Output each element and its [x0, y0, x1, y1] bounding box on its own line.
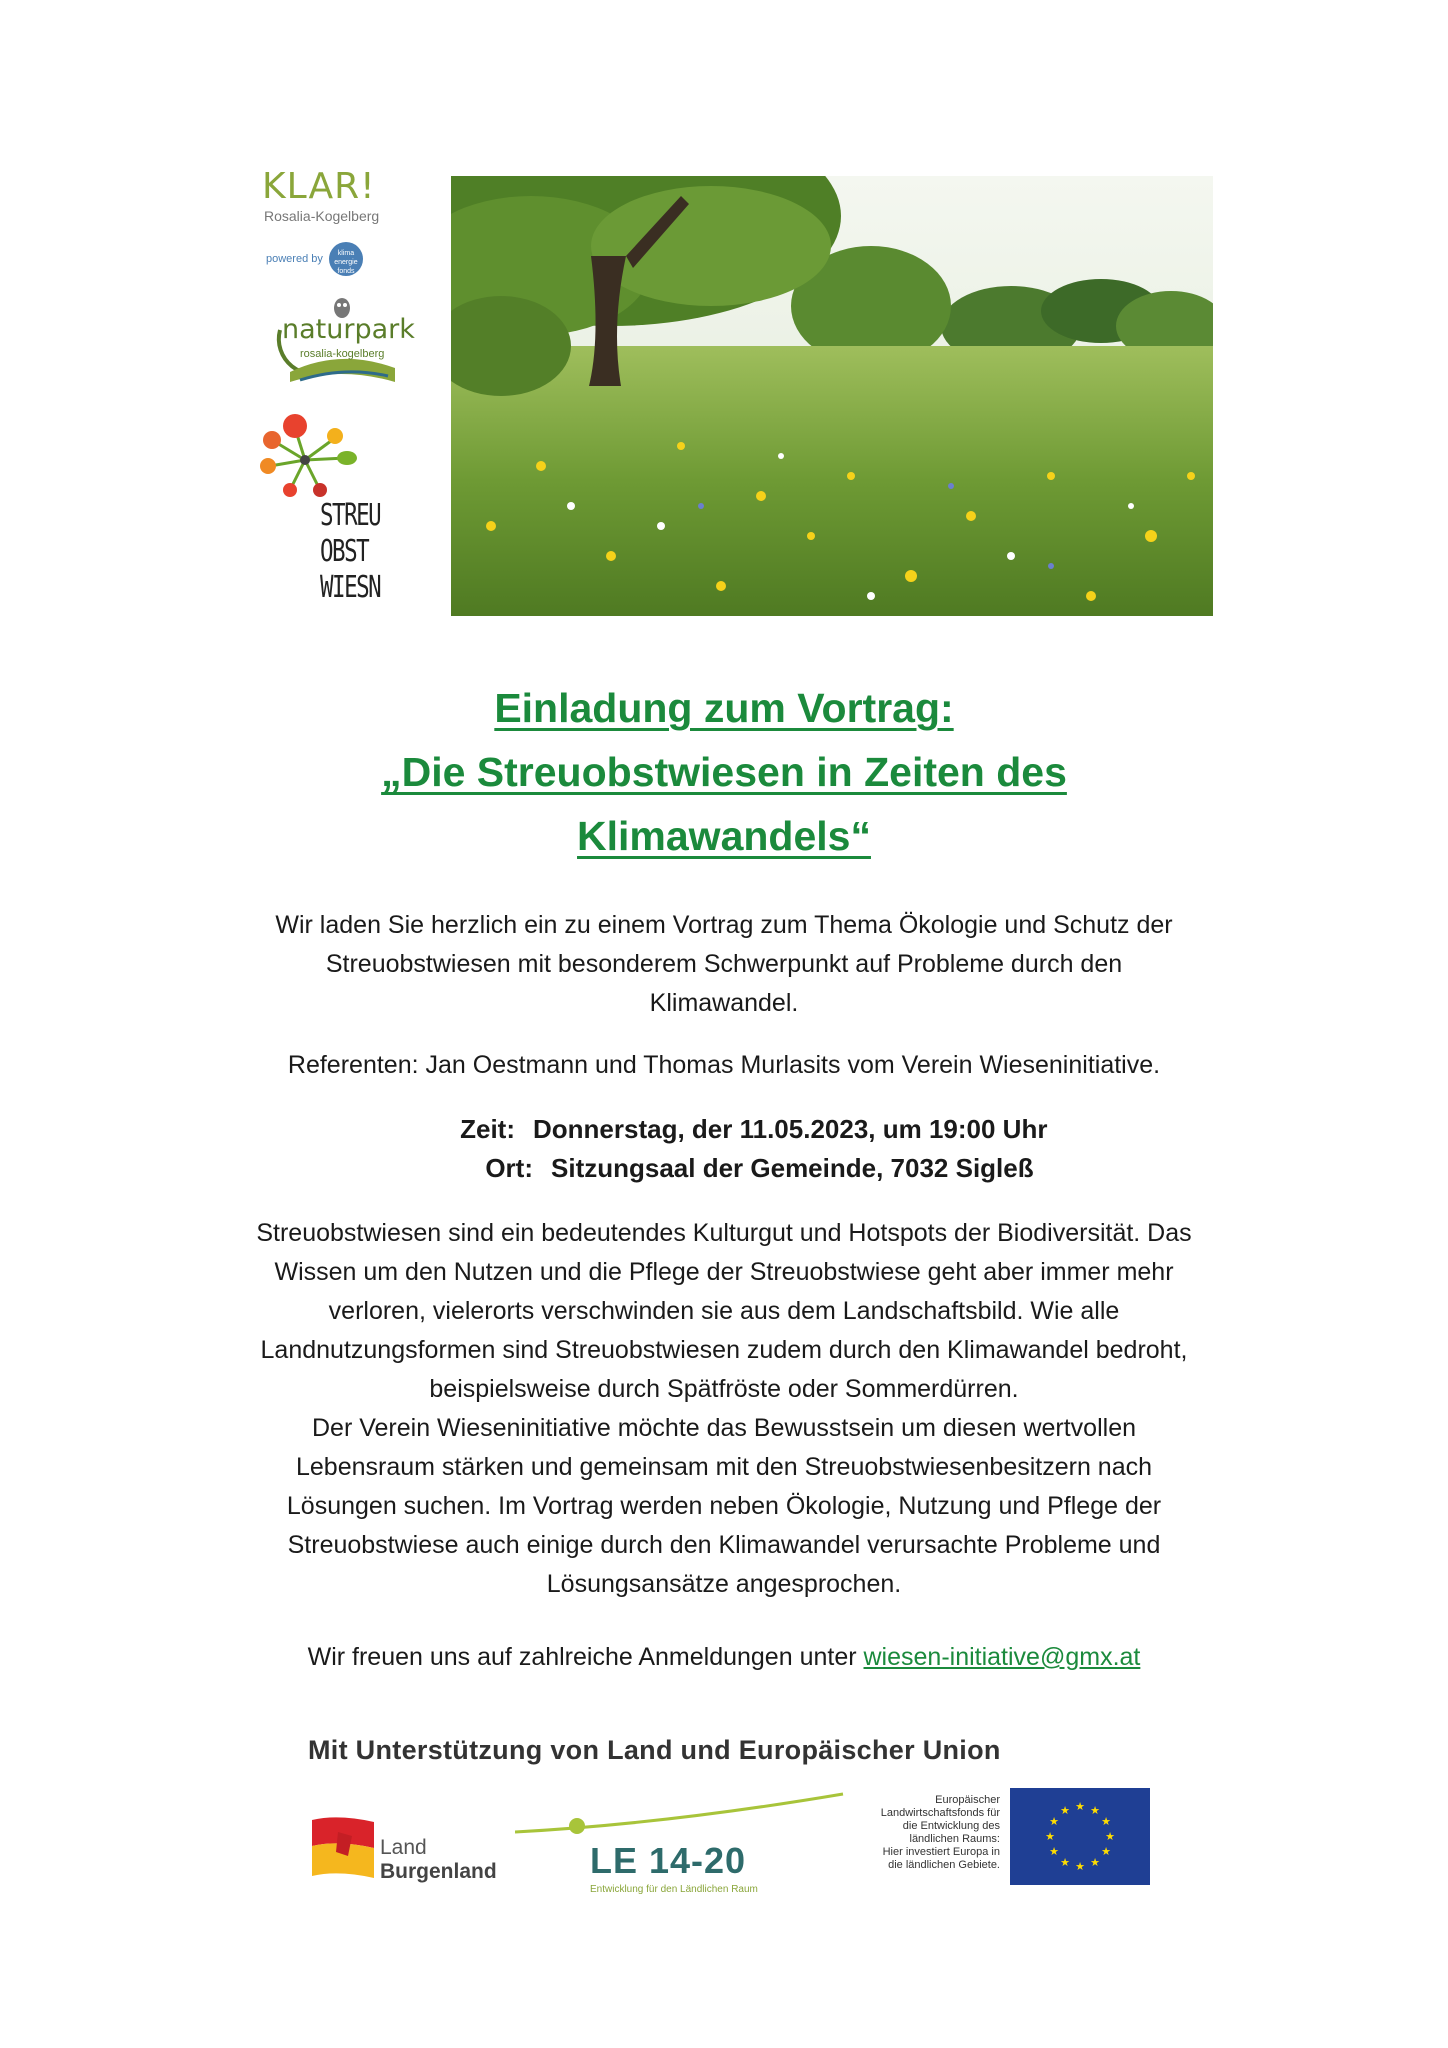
eu-star: ★ — [1060, 1805, 1070, 1817]
klar-logo-title: KLAR! — [262, 166, 376, 207]
body-line: Streuobstwiese auch einige durch den Klimawandel verursachte Probleme und — [287, 1531, 1161, 1559]
invitation-heading — [200, 676, 1248, 868]
intro-line: Klimawandel. — [649, 989, 799, 1017]
streu-word-3: WIESN — [320, 570, 381, 605]
location-value: Sitzungsaal der Gemeinde, 7032 Sigleß — [551, 1153, 1034, 1183]
body-line: beispielsweise durch Spätfröste oder Sommerdürren. — [429, 1375, 1019, 1403]
body-line: Lebensraum stärken und gemeinsam mit den Streuobstwiesenbesitzern nach — [295, 1453, 1153, 1481]
burgenland-flag-icon — [308, 1814, 378, 1884]
land-label: Land — [380, 1836, 427, 1859]
time-label: Zeit: — [460, 1114, 515, 1144]
eu-star: ★ — [1101, 1816, 1111, 1828]
burgenland-label: Burgenland — [380, 1860, 497, 1883]
funding-logos — [300, 1788, 1160, 1898]
eafrd-line: ländlichen Raums: — [909, 1833, 1000, 1845]
heading-line-3: Klimawandels“ — [577, 813, 871, 859]
le-subtitle: Entwicklung für den Ländlichen Raum — [590, 1884, 758, 1895]
location-label: Ort: — [485, 1153, 533, 1183]
naturpark-wordmark: naturpark — [282, 314, 415, 345]
meadow-photo — [451, 176, 1213, 616]
body-line: Landnutzungsformen sind Streuobstwiesen zudem durch den Klimawandel bedroht, — [260, 1336, 1188, 1364]
eafrd-line: Europäischer — [935, 1794, 1000, 1806]
body-line: Lösungen suchen. Im Vortrag werden neben Ökologie, Nutzung und Pflege der — [286, 1492, 1162, 1520]
intro-paragraph — [160, 906, 1288, 1023]
meadow-image — [451, 176, 1213, 616]
time-row — [420, 1110, 1220, 1149]
klimafonds-badge — [266, 242, 363, 276]
eu-star: ★ — [1060, 1857, 1070, 1869]
body-line: Streuobstwiesen sind ein bedeutendes Kulturgut und Hotspots der Biodiversität. Das — [256, 1219, 1192, 1247]
fruit-branch-icon — [250, 410, 360, 500]
body-line: Der Verein Wieseninitiative möchte das Bewusstsein um diesen wertvollen — [312, 1414, 1136, 1442]
eafrd-line: die Entwicklung des — [902, 1820, 1000, 1832]
naturpark-subtitle: rosalia-kogelberg — [300, 348, 385, 360]
eu-star: ★ — [1075, 1861, 1085, 1873]
speakers-line: Referenten: Jan Oestmann und Thomas Murlasits vom Verein Wieseninitiative. — [287, 1051, 1161, 1079]
eafrd-line: Landwirtschaftsfonds für — [880, 1807, 1000, 1819]
eu-flag-icon — [1010, 1788, 1150, 1885]
eu-stars-icon — [1010, 1788, 1150, 1885]
naturpark-logo — [270, 290, 415, 390]
registration-email-link[interactable]: wiesen-initiative@gmx.at — [863, 1643, 1141, 1671]
body-paragraph — [160, 1214, 1288, 1604]
klimafonds-logo: klima energie fonds — [329, 242, 363, 276]
body-line: verloren, vielerorts verschwinden sie aus dem Landschaftsbild. Wie alle — [328, 1297, 1120, 1325]
eu-star: ★ — [1090, 1805, 1100, 1817]
eu-star: ★ — [1090, 1857, 1100, 1869]
le-logo: LE 14-20 — [590, 1840, 747, 1881]
heading-line-1: Einladung zum Vortrag: — [494, 685, 954, 731]
eu-star: ★ — [1049, 1846, 1059, 1858]
intro-line: Streuobstwiesen mit besonderem Schwerpunkt auf Probleme durch den — [325, 950, 1123, 978]
eafrd-line: Hier investiert Europa in — [882, 1846, 1000, 1858]
klar-logo-subtitle: Rosalia-Kogelberg — [264, 208, 380, 224]
streu-word-1: STREU — [320, 498, 381, 533]
body-line: Lösungsansätze angesprochen. — [546, 1570, 902, 1598]
streu-word-2: OBST — [320, 534, 369, 569]
event-details — [420, 1110, 1220, 1188]
registration-text: Wir freuen uns auf zahlreiche Anmeldungen unter — [307, 1643, 864, 1671]
eafrd-text — [848, 1794, 1000, 1872]
streuobstwiesn-logo — [250, 410, 390, 610]
eu-star: ★ — [1049, 1816, 1059, 1828]
intro-line: Wir laden Sie herzlich ein zu einem Vortrag zum Thema Ökologie und Schutz der — [275, 911, 1173, 939]
location-row — [420, 1149, 1220, 1188]
powered-by-label: powered by — [266, 252, 323, 265]
eu-star: ★ — [1101, 1846, 1111, 1858]
burgenland-wordmark — [380, 1836, 497, 1884]
registration-line — [160, 1638, 1288, 1677]
eafrd-line: die ländlichen Gebiete. — [888, 1859, 1000, 1871]
eu-star: ★ — [1105, 1831, 1115, 1843]
body-line: Wissen um den Nutzen und die Pflege der Streuobstwiese geht aber immer mehr — [274, 1258, 1174, 1286]
eu-star: ★ — [1075, 1801, 1085, 1813]
time-value: Donnerstag, der 11.05.2023, um 19:00 Uhr — [533, 1114, 1048, 1144]
support-statement: Mit Unterstützung von Land und Europäischer Union — [308, 1735, 1001, 1765]
eu-star: ★ — [1045, 1831, 1055, 1843]
le-swoosh-icon — [515, 1790, 845, 1840]
heading-line-2: „Die Streuobstwiesen in Zeiten des — [381, 749, 1067, 795]
